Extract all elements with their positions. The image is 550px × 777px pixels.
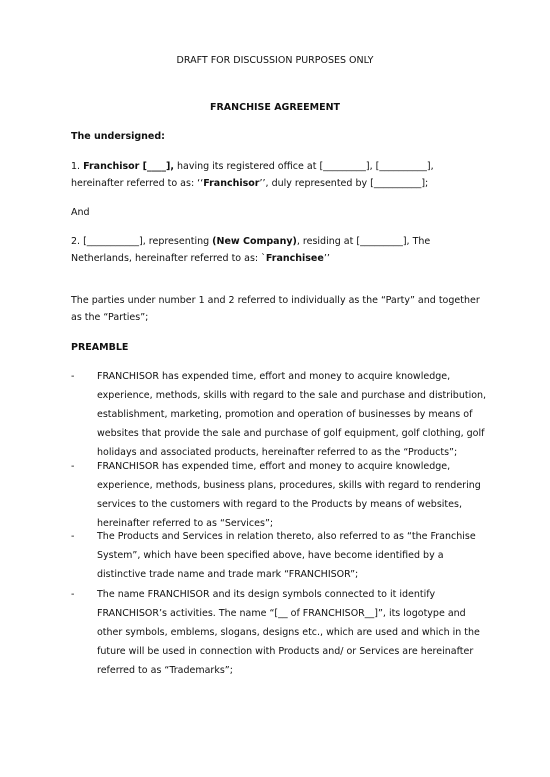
- preamble-item-line: other symbols, emblems, slogans, designs etc., which are used and which in the: [97, 627, 480, 638]
- preamble-item-1: [97, 367, 492, 462]
- preamble-item-line: services to the customers with regard to the Products by means of websites,: [97, 499, 462, 510]
- preamble-item-line: System”, which have been specified above, have become identified by a: [97, 550, 444, 561]
- party2-defined-term: Franchisee: [265, 253, 324, 264]
- preamble-item-2: [97, 457, 492, 533]
- preamble-item-line: future will be used in connection with Products and/ or Services are hereinafter: [97, 646, 474, 657]
- party1-line2: [71, 177, 428, 190]
- undersigned-heading: The undersigned:: [71, 131, 165, 142]
- party1-line1: [71, 160, 434, 173]
- preamble-item-line: The name FRANCHISOR and its design symbols connected to it identify: [97, 589, 436, 600]
- preamble-item-line: distinctive trade name and trade mark “FRANCHISOR”;: [97, 569, 359, 580]
- bullet-marker: -: [71, 589, 75, 600]
- party2-company: (New Company): [212, 236, 297, 247]
- preamble-item-line: experience, methods, business plans, procedures, skills with regard to rendering: [97, 480, 481, 491]
- preamble-item-3: [97, 527, 492, 584]
- parties-line2: as the “Parties”;: [71, 312, 149, 323]
- party1-line2-start: hereinafter referred to as: ‘‘: [71, 178, 204, 189]
- preamble-item-line: The Products and Services in relation thereto, also referred to as “the Franchise: [97, 531, 476, 542]
- bullet-marker: -: [71, 531, 75, 542]
- preamble-item-line: FRANCHISOR has expended time, effort and money to acquire knowledge,: [97, 461, 451, 472]
- preamble-item-line: FRANCHISOR’s activities. The name “[__ of FRANCHISOR__]”, its logotype and: [97, 608, 466, 619]
- preamble-item-line: experience, methods, skills with regard to the sale and purchase and distribution,: [97, 390, 487, 401]
- document-title: FRANCHISE AGREEMENT: [209, 102, 341, 113]
- party2-line1: [71, 235, 430, 248]
- parties-line1: The parties under number 1 and 2 referred to individually as the “Party” and together: [71, 295, 480, 306]
- party1-franchisor-name: Franchisor [____],: [83, 161, 174, 172]
- party2-line1-start: 2. [___________], representing: [71, 236, 213, 247]
- party1-line2-end: ’’, duly represented by [__________];: [259, 178, 429, 189]
- preamble-heading: PREAMBLE: [71, 342, 129, 353]
- preamble-item-line: holidays and associated products, hereinafter referred to as the “Products”;: [97, 447, 458, 458]
- party1-defined-term: Franchisor: [203, 178, 260, 189]
- party1-number: 1.: [71, 161, 84, 172]
- preamble-item-line: FRANCHISOR has expended time, effort and money to acquire knowledge,: [97, 371, 451, 382]
- party2-line2-start: Netherlands, hereinafter referred to as: `: [71, 253, 266, 264]
- preamble-item-line: establishment, marketing, promotion and operation of businesses by means of: [97, 409, 473, 420]
- bullet-marker: -: [71, 461, 75, 472]
- preamble-item-line: websites that provide the sale and purchase of golf equipment, golf clothing, golf: [97, 428, 485, 439]
- party1-line1-rest: having its registered office at [_________], [__________],: [173, 161, 434, 172]
- bullet-marker: -: [71, 371, 75, 382]
- draft-notice: DRAFT FOR DISCUSSION PURPOSES ONLY: [176, 55, 374, 66]
- party2-line2-end: ’’: [323, 253, 330, 264]
- preamble-item-line: hereinafter referred to as “Services”;: [97, 518, 274, 529]
- preamble-item-line: referred to as “Trademarks”;: [97, 665, 233, 676]
- preamble-item-4: [97, 585, 492, 680]
- party2-line2: [71, 252, 330, 265]
- and-text: And: [71, 207, 90, 218]
- party2-line1-end: , residing at [_________], The: [296, 236, 431, 247]
